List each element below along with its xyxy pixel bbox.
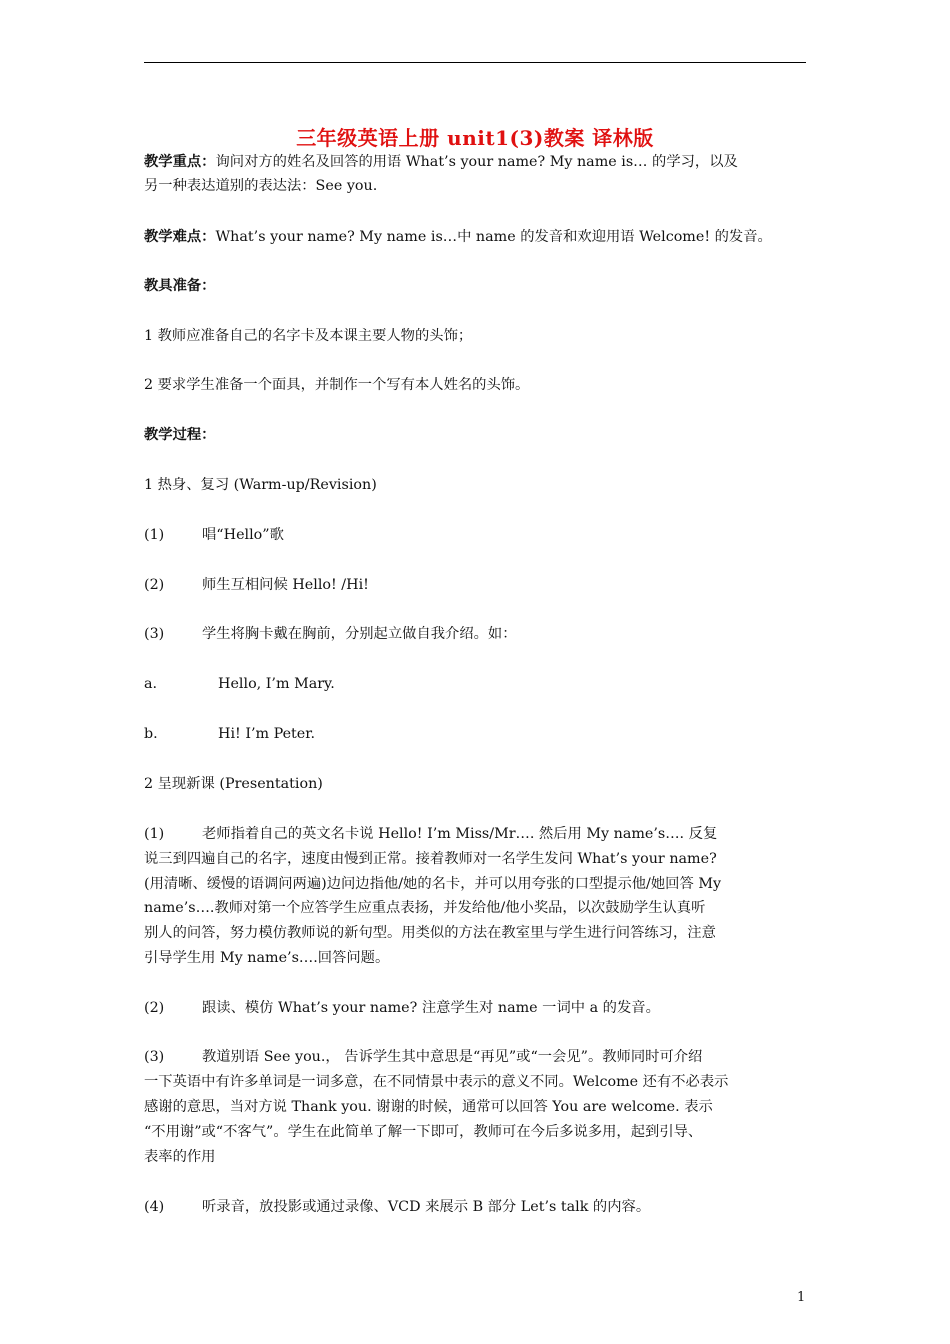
paragraph-1-line: name’s….教师对第一个应答学生应重点表扬，并发给他/他小奖品，以次鼓励学生认真听 <box>144 900 706 916</box>
example-letter: a. <box>144 676 158 692</box>
list-item <box>144 523 810 548</box>
paragraph-text: 听录音，放投影或通过录像、VCD 来展示 B 部分 Let’s talk 的内容。 <box>202 1199 651 1215</box>
document-title: 三年级英语上册 unit1(3)教案 译林版 <box>296 126 654 150</box>
section-1-heading: 1 热身、复习 (Warm-up/Revision) <box>144 477 377 493</box>
difficulty-text: What’s your name? My name is…中 name 的发音和欢迎用语 Welcome! 的发音。 <box>215 229 772 245</box>
item-number: (1) <box>144 527 165 543</box>
paragraph-1-line: 别人的问答，努力模仿教师说的新句型。用类似的方法在教室里与学生进行问答练习，注意 <box>144 925 716 941</box>
header-rule <box>144 62 806 63</box>
item-number: (2) <box>144 577 165 593</box>
tools-heading: 教具准备： <box>144 278 216 294</box>
item-number: (4) <box>144 1199 165 1215</box>
paragraph-3-line <box>144 1045 810 1070</box>
focus-text: 询问对方的姓名及回答的用语 What’s your name? My name is… 的学习，以及 <box>215 154 738 170</box>
process-heading: 教学过程： <box>144 427 216 443</box>
list-item <box>144 622 810 647</box>
example-item <box>144 672 810 697</box>
focus-line-1 <box>144 150 810 175</box>
example-text: Hi! I’m Peter. <box>218 726 316 742</box>
example-text: Hello, I’m Mary. <box>218 676 335 692</box>
tools-item-1: 1 教师应准备自己的名字卡及本课主要人物的头饰； <box>144 328 473 344</box>
paragraph-1-line <box>144 822 810 847</box>
list-item <box>144 573 810 598</box>
section-2-heading: 2 呈现新课 (Presentation) <box>144 776 323 792</box>
item-number: (2) <box>144 1000 165 1016</box>
example-letter: b. <box>144 726 158 742</box>
paragraph-3-line: 表率的作用 <box>144 1149 216 1165</box>
focus-line-2: 另一种表达道别的表达法：See you. <box>144 178 378 194</box>
difficulty-label: 教学难点： <box>144 229 216 245</box>
paragraph-3-line: “不用谢”或“不客气”。学生在此简单了解一下即可，教师可在今后多说多用，起到引导、 <box>144 1124 703 1140</box>
item-number: (3) <box>144 1049 165 1065</box>
tools-item-2: 2 要求学生准备一个面具，并制作一个写有本人姓名的头饰。 <box>144 377 530 393</box>
paragraph-text: 老师指着自己的英文名卡说 Hello! I’m Miss/Mr…. 然后用 My name’s…. 反复 <box>202 826 718 842</box>
item-text: 学生将胸卡戴在胸前，分别起立做自我介绍。如： <box>202 626 517 642</box>
paragraph-text: 跟读、模仿 What’s your name? 注意学生对 name 一词中 a 的发音。 <box>202 1000 660 1016</box>
item-number: (3) <box>144 626 165 642</box>
paragraph-3-line: 一下英语中有许多单词是一词多意，在不同情景中表示的意义不同。Welcome 还有不必表示 <box>144 1074 729 1090</box>
paragraph-1-line: 引导学生用 My name’s….回答问题。 <box>144 950 390 966</box>
page-number: 1 <box>797 1290 806 1305</box>
paragraph-1-line: 说三到四遍自己的名字，速度由慢到正常。接着教师对一名学生发问 What’s your name? <box>144 851 717 867</box>
example-item <box>144 722 810 747</box>
item-text: 唱“Hello”歌 <box>202 527 284 543</box>
paragraph-text: 教道别语 See you.， 告诉学生其中意思是“再见”或“一会见”。教师同时可介绍 <box>202 1049 703 1065</box>
paragraph-2 <box>144 996 810 1021</box>
paragraph-1-line: (用清晰、缓慢的语调问两遍)边问边指他/她的名卡，并可以用夸张的口型提示他/她回答 My <box>144 876 722 892</box>
paragraph-3-line: 感谢的意思，当对方说 Thank you. 谢谢的时候，通常可以回答 You are welcome. 表示 <box>144 1099 713 1115</box>
paragraph-4 <box>144 1195 810 1220</box>
item-number: (1) <box>144 826 165 842</box>
difficulty-line <box>144 225 810 250</box>
item-text: 师生互相问候 Hello! /Hi! <box>202 577 369 593</box>
focus-label: 教学重点： <box>144 154 216 170</box>
